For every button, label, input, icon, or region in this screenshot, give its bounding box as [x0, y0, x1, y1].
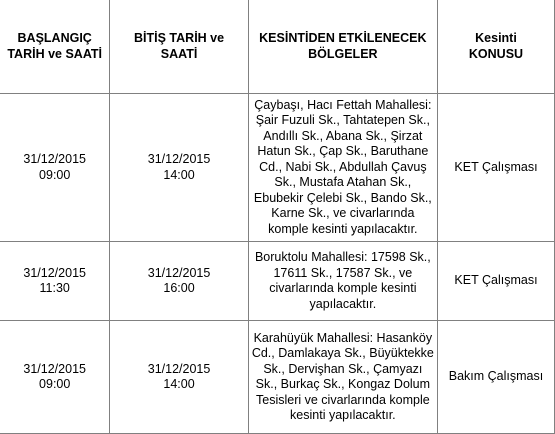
end-date: 31/12/2015 [147, 152, 211, 166]
end-date: 31/12/2015 [147, 361, 211, 376]
start-cell [0, 321, 110, 434]
start-time: 09:00 [39, 167, 71, 182]
start-time: 09:00 [39, 377, 71, 391]
header-regions [248, 0, 437, 94]
start-cell [0, 94, 110, 242]
subject-text: KET Çalışması [454, 273, 538, 288]
subject-cell [437, 321, 554, 434]
subject-text: KET Çalışması [454, 159, 538, 174]
start-date: 31/12/2015 [23, 265, 86, 280]
regions-text: Karahüyük Mahallesi: Hasanköy Cd., Damlakaya Sk., Büyüktekke Sk., Dervişhan Sk., Çamyazı Sk., Burkaç Sk., Kongaz Dolum Tesisleri ve civarlarında komple kesinti yapılacaktır. [251, 330, 434, 422]
header-start [0, 0, 110, 94]
table-row [0, 321, 555, 434]
header-regions-label: KESİNTİDEN ETKİLENECEK BÖLGELER [259, 31, 427, 61]
end-cell [110, 321, 248, 434]
subject-cell [437, 94, 554, 242]
end-time: 14:00 [163, 167, 195, 182]
end-cell [110, 94, 248, 242]
table-row [0, 94, 555, 242]
start-time: 11:30 [39, 281, 70, 295]
subject-text: Bakım Çalışması [448, 369, 544, 384]
header-subject [437, 0, 554, 94]
header-start-label: BAŞLANGIÇ TARİH ve SAATİ [7, 31, 103, 61]
start-date: 31/12/2015 [23, 361, 86, 376]
header-end-label: BİTİŞ TARİH ve SAATİ [134, 31, 225, 61]
header-subject-label: Kesinti KONUSU [468, 31, 524, 61]
regions-cell [248, 94, 437, 242]
subject-cell [437, 242, 554, 321]
end-cell [110, 242, 248, 321]
end-time: 16:00 [163, 281, 195, 295]
regions-text: Çaybaşı, Hacı Fettah Mahallesi: Şair Fuzuli Sk., Tahtatepen Sk., Andıllı Sk., Abana Sk., Şirzat Hatun Sk., Çap Sk., Baruthane Cd., Nabi Sk., Abdullah Çavuş Sk., Mustafa Atahan Sk., Ebubekir Çelebi Sk., Bando Sk., Karne Sk., ve civarlarında komple kesinti yapılacaktır. [253, 97, 432, 236]
start-date: 31/12/2015 [23, 152, 86, 166]
regions-cell [248, 242, 437, 321]
end-time: 14:00 [163, 377, 195, 391]
end-date: 31/12/2015 [147, 265, 211, 280]
regions-cell [248, 321, 437, 434]
regions-text: Boruktolu Mahallesi: 17598 Sk., 17611 Sk., 17587 Sk., ve civarlarında komple kesinti yapılacaktır. [254, 250, 431, 311]
table-row [0, 242, 555, 321]
header-end [110, 0, 248, 94]
start-cell [0, 242, 110, 321]
header-row [0, 0, 555, 94]
